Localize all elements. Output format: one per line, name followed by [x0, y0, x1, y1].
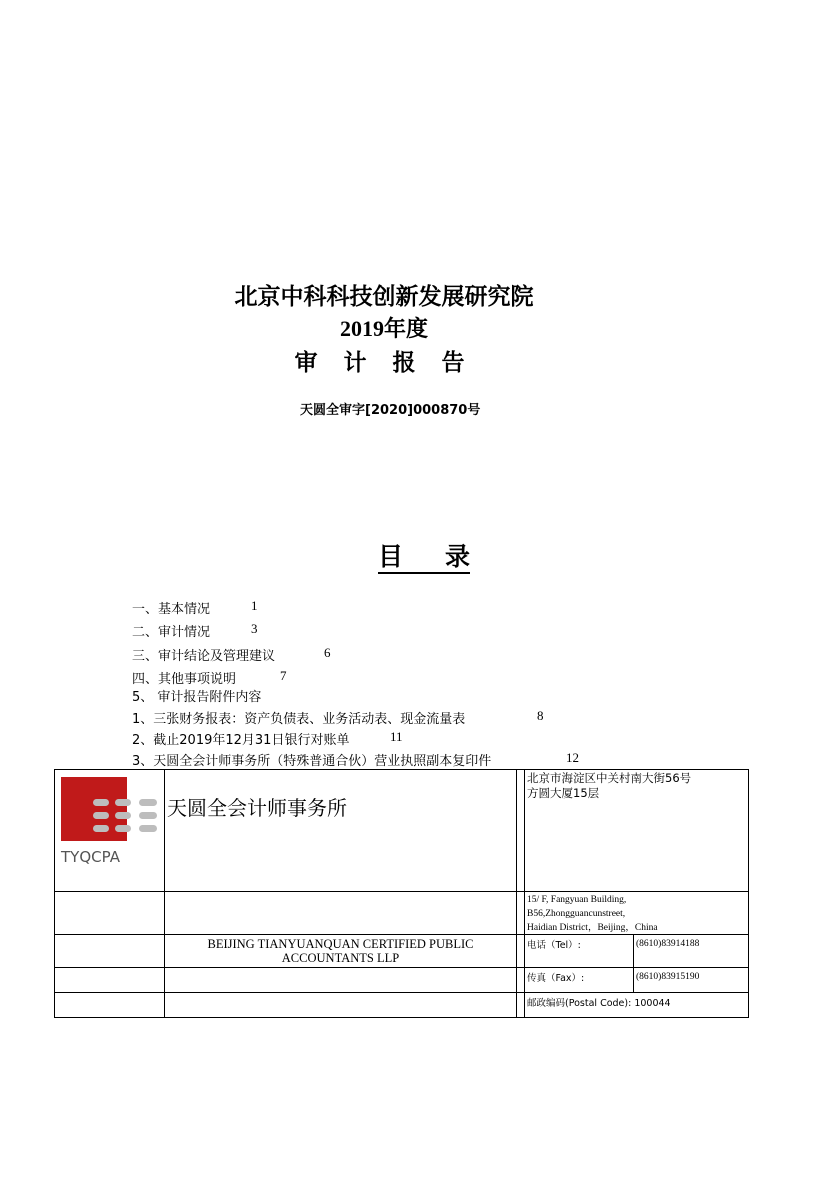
toc-item-label: 三、审计结论及管理建议: [132, 649, 276, 664]
toc-item-label: 一、基本情况: [132, 602, 211, 617]
logo-cell: [55, 770, 165, 892]
toc-heading: [378, 540, 470, 574]
toc-item: [132, 645, 331, 665]
spacer-cell: [517, 770, 525, 892]
fax-value: (8610)83915190: [636, 972, 700, 982]
firm-name-cn: 天圆全会计师事务所: [167, 796, 347, 820]
address-en-line3: Haidian District，Beijing，China: [527, 923, 658, 933]
empty-cell: [55, 993, 165, 1018]
toc-item: [132, 708, 544, 728]
toc-item-page: 7: [280, 668, 287, 683]
empty-cell: [165, 968, 517, 993]
address-en-line2: B56,Zhongguancunstreet,: [527, 909, 626, 919]
toc-item-page: 1: [251, 598, 258, 613]
spacer-cell: [517, 935, 525, 968]
toc-item-page: 6: [324, 645, 331, 660]
toc-heading-right: 录: [444, 542, 470, 571]
toc-item-label: 1、三张财务报表：资产负债表、业务活动表、现金流量表: [132, 712, 466, 727]
postal-line: [525, 993, 748, 1009]
toc-item-label: 3、天圆全会计师事务所（特殊普通合伙）营业执照副本复印件: [132, 754, 492, 769]
empty-cell: [165, 993, 517, 1018]
toc-item-page: 3: [251, 621, 258, 636]
toc-item-label: 四、其他事项说明: [132, 672, 237, 687]
toc-item-page: 8: [537, 708, 544, 723]
postal-cell: [525, 993, 749, 1018]
tyqcpa-logo: [55, 770, 163, 887]
empty-cell: [55, 968, 165, 993]
fax-value-cell: [634, 968, 749, 993]
toc-item: [132, 750, 579, 770]
spacer-cell: [517, 892, 525, 935]
spacer-cell: [517, 993, 525, 1018]
toc-item-label: 5、 审计报告附件内容: [132, 690, 262, 705]
toc-heading-left: 目: [378, 542, 404, 571]
report-number: 天圆全审字[2020]000870号: [300, 403, 481, 418]
toc-item-label: 二、审计情况: [132, 625, 211, 640]
postal-label: 邮政编码(Postal Code):: [527, 998, 632, 1009]
logo-gray-bars: [93, 799, 157, 832]
report-title: 审 计 报 告: [294, 350, 474, 376]
firm-name-en-cell: [165, 935, 517, 968]
toc-item-page: 12: [566, 750, 579, 765]
postal-value: 100044: [634, 998, 671, 1009]
fax-label-cell: [525, 968, 634, 993]
fax-label: 传真（Fax）:: [527, 973, 585, 984]
spacer-cell: [517, 968, 525, 993]
firm-name-cn-cell: [165, 770, 517, 892]
tel-label-cell: [525, 935, 634, 968]
address-cn-line1: 北京市海淀区中关村南大街56号: [527, 771, 692, 785]
empty-cell: [55, 892, 165, 935]
toc-item: [132, 668, 287, 688]
firm-name-en: BEIJING TIANYUANQUAN CERTIFIED PUBLIC ACCOUNTANTS LLP: [207, 937, 474, 965]
tel-value: (8610)83914188: [636, 939, 700, 949]
logo-text: TYQCPA: [61, 848, 120, 866]
toc-item: [132, 729, 403, 749]
report-year: 2019年度: [339, 316, 428, 341]
toc-item: [132, 686, 261, 706]
firm-info-table: [54, 769, 749, 1018]
tel-value-cell: [634, 935, 749, 968]
empty-cell: [165, 892, 517, 935]
toc-item: [132, 621, 258, 641]
address-cn-cell: [525, 770, 749, 892]
empty-cell: [55, 935, 165, 968]
address-en-cell: [525, 892, 749, 935]
toc-item: [132, 598, 258, 618]
toc-item-label: 2、截止2019年12月31日银行对账单: [132, 733, 350, 748]
tel-label: 电话（Tel）:: [527, 940, 581, 951]
address-en-line1: 15/ F, Fangyuan Building,: [527, 895, 627, 905]
toc-item-page: 11: [390, 729, 403, 744]
organization-name: 北京中科科技创新发展研究院: [234, 284, 534, 310]
address-cn-line2: 方圆大厦15层: [527, 786, 600, 800]
